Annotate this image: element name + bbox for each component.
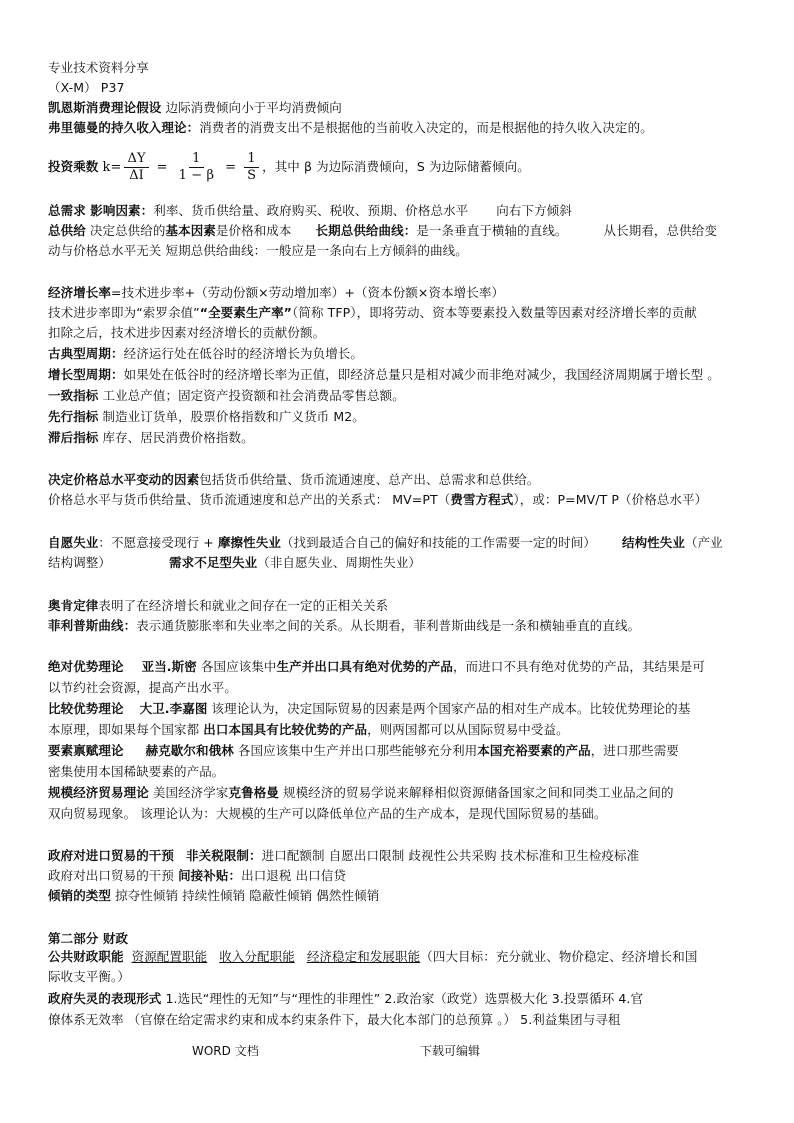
aggregate-supply-line-2: 动与价格总水平无关 短期总供给曲线：一般应是一条向右上方倾斜的曲线。: [48, 243, 468, 258]
friedman-income-line: 弗里德曼的持久收入理论：消费者的消费支出不是根据他的当前收入决定的，而是根据他的持久收入决定的。: [48, 120, 653, 135]
aggregate-supply-line: 总供给 决定总供给的基本因素是价格和成本 长期总供给曲线：是一条垂直于横轴的直线。 从长期看，总供给变: [48, 223, 717, 238]
growth-rate-line: 经济增长率=技术进步率+（劳动份额×劳动增加率）+（资本份额×资本增长率）: [48, 285, 505, 300]
unemployment-types-line: 自愿失业：不愿意接受现行 + 摩擦性失业（找到最适合自己的偏好和技能的工作需要一定的时间） 结构性失业（产业: [48, 535, 723, 550]
coincident-indicator-line: 一致指标 工业总产值；固定资产投资额和社会消费品零售总额。: [48, 388, 405, 403]
public-finance-functions-line: 公共财政职能 资源配置职能 收入分配职能 经济稳定和发展职能（四大目标：充分就业、物价稳定、经济增长和国: [48, 949, 698, 964]
footer-left: WORD 文档: [192, 1044, 259, 1058]
keynes-consumption-line: 凯恩斯消费理论假设 边际消费倾向小于平均消费倾向: [48, 100, 342, 115]
factor-endowment-line-2: 密集使用本国稀缺要素的产品。: [48, 764, 225, 779]
fisher-equation-line: 价格总水平与货币供给量、货币流通速度和总产出的关系式： MV=PT（费雪方程式），或：P=MV/T P（价格总水平）: [48, 492, 708, 507]
scale-economy-line-2: 双向贸易现象。 该理论认为：大规模的生产可以降低单位产品的生产成本，是现代国际贸易的基础。: [48, 806, 607, 821]
page-reference: （X-M） P37: [48, 80, 125, 95]
comparative-advantage-line-2: 本原理，即如果每个国家都 出口本国具有比较优势的产品，则两国都可以从国际贸易中受益。: [48, 722, 569, 737]
multiplier-formula: k= $\frac{\Delta Y}{\Delta I}$ = $\frac{1}{1 - \beta}$ = $\frac{1}{S}$: [102, 151, 262, 185]
dumping-types-line: 倾销的类型 掠夺性倾销 持续性倾销 隐蔽性倾销 偶然性倾销: [48, 888, 380, 903]
government-failure-line-2: 僚体系无效率 （官僚在给定需求约束和成本约束条件下，最大化本部门的总预算 。） 5.利益集团与寻租: [48, 1012, 621, 1027]
classical-cycle-line: 古典型周期：经济运行处在低谷时的经济增长为负增长。: [48, 346, 364, 361]
keynes-term: 凯恩斯消费理论假设: [48, 100, 162, 115]
phillips-curve-line: 菲利普斯曲线：表示通货膨胀率和失业率之间的关系。从长期看，菲利普斯曲线是一条和横轴垂直的直线。: [48, 618, 641, 633]
doc-header: 专业技术资料分享: [48, 60, 149, 75]
leading-indicator-line: 先行指标 制造业订货单，股票价格指数和广义货币 M2。: [48, 409, 365, 424]
footer-right: 下载可编辑: [420, 1044, 481, 1058]
export-intervention-line: 政府对出口贸易的干预 间接补贴：出口退税 出口信贷: [48, 868, 346, 883]
absolute-advantage-line-2: 以节约社会资源，提高产出水平。: [48, 680, 238, 695]
government-failure-line: 政府失灵的表现形式 1.选民“理性的无知”与“理性的非理性” 2.政治家（政党）选票极大化 3.投票循环 4.官: [48, 991, 644, 1006]
tech-progress-line-2: 扣除之后，技术进步因素对经济增长的贡献份额。: [48, 325, 326, 340]
scale-economy-line: 规模经济贸易理论 美国经济学家克鲁格曼 规模经济的贸易学说来解释相似资源储备国家之间和同类工业品之间的: [48, 785, 674, 800]
factor-endowment-line: 要素禀赋理论 赫克歇尔和俄林 各国应该集中生产并出口那些能够充分利用本国充裕要素的产品，进口那些需要: [48, 743, 679, 758]
comparative-advantage-line: 比较优势理论 大卫.李嘉图 该理论认为，决定国际贸易的因素是两个国家产品的相对生产成本。比较优势理论的基: [48, 701, 691, 716]
unemployment-types-line-2: 结构调整） 需求不足型失业（非自愿失业、周期性失业）: [48, 555, 422, 570]
tech-progress-line: 技术进步率即为“索罗余值”“全要素生产率”（简称 TFP），即将劳动、资本等要素投入数量等因素对经济增长率的贡献: [48, 305, 697, 320]
multiplier-term: 投资乘数: [48, 159, 99, 174]
okun-law-line: 奥肯定律表明了在经济增长和就业之间存在一定的正相关关系: [48, 598, 389, 613]
price-level-factors-line: 决定价格总水平变动的因素包括货币供给量、货币流通速度、总产出、总需求和总供给。: [48, 472, 540, 487]
growth-cycle-line: 增长型周期：如果处在低谷时的经济增长率为正值，即经济总量只是相对减少而非绝对减少，我国经济周期属于增长型 。: [48, 367, 720, 382]
lagging-indicator-line: 滞后指标 库存、居民消费价格指数。: [48, 430, 254, 445]
absolute-advantage-line: 绝对优势理论 亚当.斯密 各国应该集中生产并出口具有绝对优势的产品，而进口不具有绝对优势的产品，其结果是可: [48, 659, 705, 674]
investment-multiplier-line: 投资乘数 k= $\frac{\Delta Y}{\Delta I}$ = $\frac{1}{1 - \beta}$ = $\frac{1}{S}$ ，其中 β 为边际消费倾向，S 为边际储蓄倾向。: [48, 151, 530, 183]
friedman-term: 弗里德曼的持久收入理论：: [48, 120, 200, 135]
aggregate-demand-line: 总需求 影响因素：利率、货币供给量、政府购买、税收、预期、价格总水平 向右下方倾斜: [48, 203, 572, 218]
import-intervention-line: 政府对进口贸易的干预 非关税限制：进口配额制 自愿出口限制 歧视性公共采购 技术标准和卫生检疫标准: [48, 848, 640, 863]
public-finance-functions-line-2: 际收支平衡。）: [48, 969, 130, 984]
part-two-heading: 第二部分 财政: [48, 931, 129, 946]
